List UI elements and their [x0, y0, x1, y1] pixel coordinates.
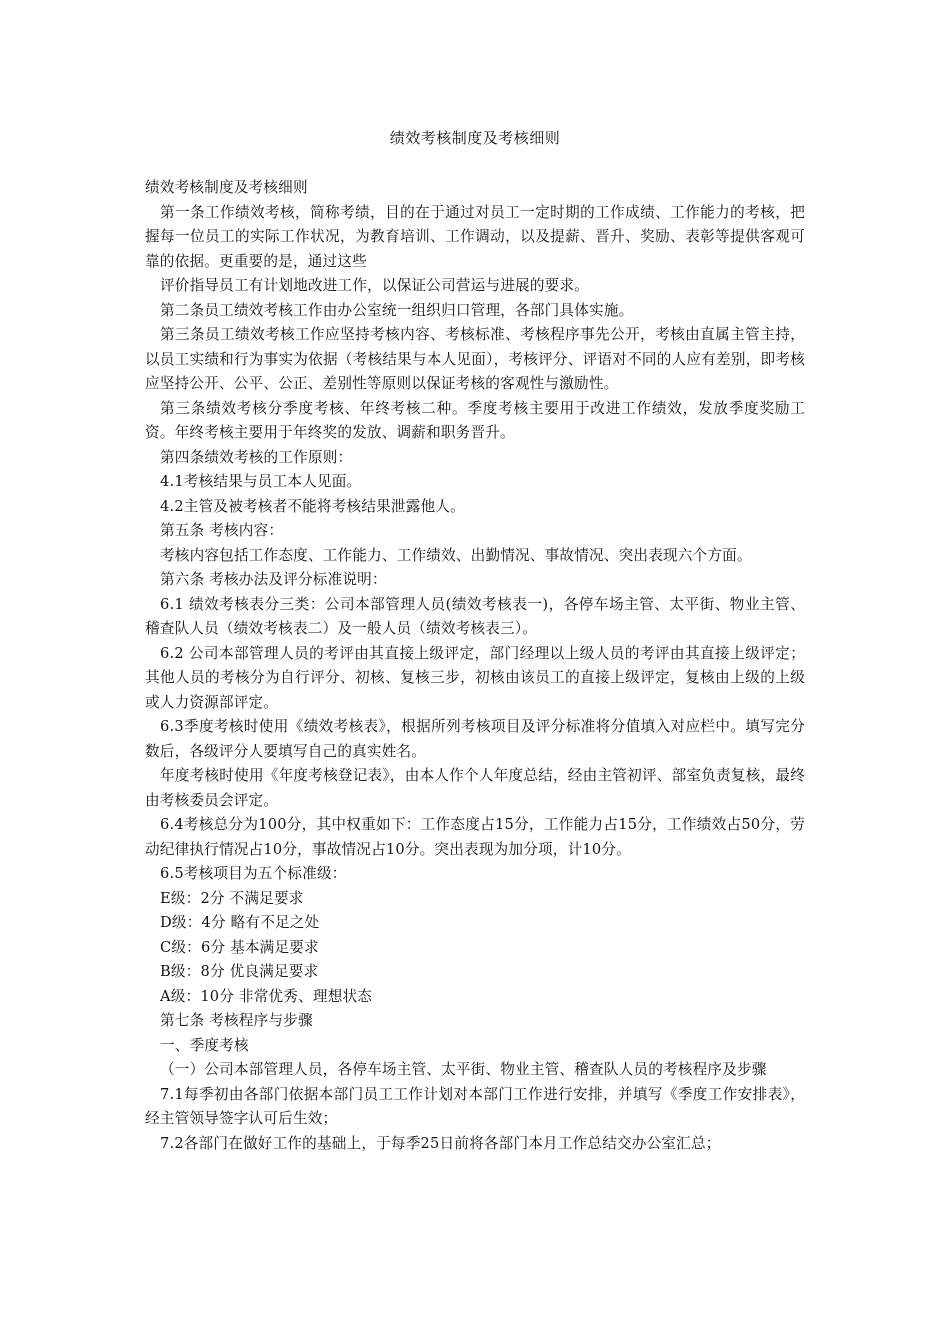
- paragraph-article-6: 第六条 考核办法及评分标准说明：: [160, 571, 387, 588]
- paragraph-article-1: 第一条工作绩效考核，简称考绩，目的在于通过对员工一定时期的工作成绩、工作能力的考核，把握每一位员工的实际工作状况，为教育培训、工作调动，以及提薪、晋升、奖励、表彰等提供客观可靠的依据。更重要的是，通过这些: [145, 203, 805, 270]
- grade-b: B级：8分 优良满足要求: [160, 963, 319, 980]
- paragraph-annual-review: 年度考核时使用《年度考核登记表》，由本人作个人年度总结，经由主管初评、部室负责复核，最终由考核委员会评定。: [145, 767, 805, 809]
- paragraph-article-5: 第五条 考核内容：: [160, 522, 284, 539]
- grade-e: E级：2分 不满足要求: [160, 889, 304, 907]
- document-body: [145, 176, 805, 1156]
- grade-c: C级：6分 基本满足要求: [160, 938, 319, 956]
- paragraph-article-3: 第三条员工绩效考核工作应坚持考核内容、考核标准、考核程序事先公开，考核由直属主管主持，以员工实绩和行为事实为依据（考核结果与本人见面），考核评分、评语对不同的人应有差别，即考核应坚持公开、公平、公正、差别性等原则以保证考核的客观性与激励性。: [145, 326, 805, 392]
- paragraph-article-2: 第二条员工绩效考核工作由办公室统一组织归口管理，各部门具体实施。: [160, 301, 634, 319]
- paragraph-article-7: 第七条 考核程序与步骤: [160, 1012, 313, 1029]
- section-heading: 绩效考核制度及考核细则: [145, 179, 308, 196]
- paragraph-item-6-1: 6.1 绩效考核表分三类：公司本部管理人员(绩效考核表一)，各停车场主管、太平街、物业主管、稽查队人员（绩效考核表二）及一般人员（绩效考核表三）。: [145, 595, 805, 637]
- paragraph-item-4-2: 4.2主管及被考核者不能将考核结果泄露他人。: [160, 497, 465, 515]
- paragraph-article-5-content: 考核内容包括工作态度、工作能力、工作绩效、出勤情况、事故情况、突出表现六个方面。: [160, 546, 752, 564]
- document-title: 绩效考核制度及考核细则: [389, 129, 561, 147]
- paragraph-item-4-1: 4.1考核结果与员工本人见面。: [160, 473, 362, 490]
- paragraph-item-6-2: 6.2 公司本部管理人员的考评由其直接上级评定，部门经理以上级人员的考评由其直接上级评定；其他人员的考核分为自行评分、初核、复核三步，初核由该员工的直接上级评定，复核由上级的上级或人力资源部评定。: [145, 644, 805, 711]
- paragraph-item-6-5: 6.5考核项目为五个标准级：: [160, 865, 347, 882]
- paragraph-item-6-4: 6.4考核总分为100分，其中权重如下：工作态度占15分，工作能力占15分，工作绩效占50分，劳动纪律执行情况占10分，事故情况占10分。突出表现为加分项，计10分。: [145, 816, 805, 858]
- paragraph-item-7-2: 7.2各部门在做好工作的基础上，于每季25日前将各部门本月工作总结交办公室汇总；: [160, 1134, 721, 1152]
- paragraph-article-1-continued: 评价指导员工有计划地改进工作，以保证公司营运与进展的要求。: [160, 277, 590, 294]
- paragraph-article-4: 第四条绩效考核的工作原则：: [160, 448, 353, 466]
- paragraph-article-3b: 第三条绩效考核分季度考核、年终考核二种。季度考核主要用于改进工作绩效，发放季度奖励工资。年终考核主要用于年终奖的发放、调薪和职务晋升。: [145, 399, 805, 441]
- paragraph-quarterly-review: 一、季度考核: [160, 1036, 249, 1054]
- paragraph-item-7-1: 7.1每季初由各部门依据本部门员工工作计划对本部门工作进行安排，并填写《季度工作安排表》，经主管领导签字认可后生效；: [145, 1085, 805, 1127]
- grade-a: A级：10分 非常优秀、理想状态: [160, 987, 373, 1005]
- grade-d: D级：4分 略有不足之处: [160, 914, 320, 931]
- paragraph-item-6-3: 6.3季度考核时使用《绩效考核表》，根据所列考核项目及评分标准将分值填入对应栏中。填写完分数后，各级评分人要填写自己的真实姓名。: [145, 718, 805, 760]
- paragraph-quarterly-step-1: （一）公司本部管理人员，各停车场主管、太平街、物业主管、稽查队人员的考核程序及步骤: [160, 1061, 767, 1078]
